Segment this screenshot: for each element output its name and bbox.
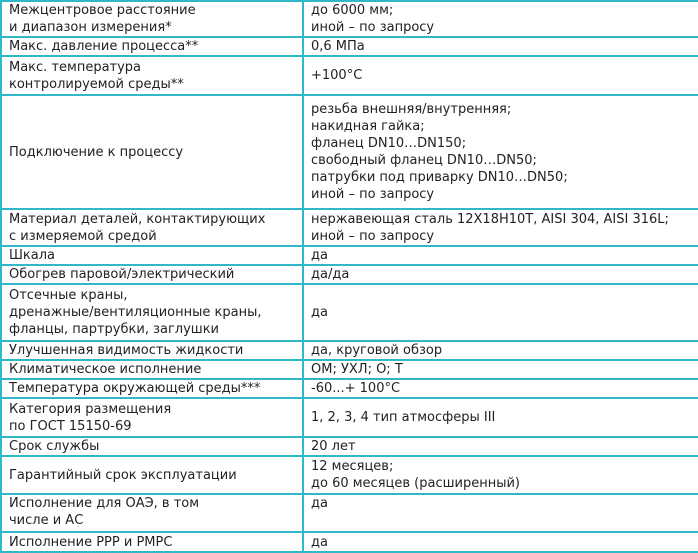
value-text: 12 месяцев; [311, 459, 394, 474]
table-row [1, 265, 698, 284]
value-text: накидная гайка; [311, 119, 425, 134]
table-row [1, 456, 698, 494]
value-text: до 6000 мм; [311, 3, 394, 18]
value-text: нержавеющая сталь 12Х18Н10Т, AISI 304, AISI 316L; [311, 211, 669, 227]
table-row [1, 437, 698, 456]
value-text: да [311, 248, 328, 263]
value-cell [303, 265, 698, 284]
value-text: 0,6 МПа [311, 39, 365, 54]
value-cell [303, 437, 698, 456]
value-cell [303, 37, 698, 56]
param-text: и диапазон измерения* [9, 20, 172, 35]
param-text: дренажные/вентиляционные краны, [9, 305, 262, 320]
value-text: 20 лет [311, 439, 356, 454]
param-text: Срок службы [9, 439, 100, 454]
value-text: ОМ; УХЛ; О; Т [311, 362, 403, 377]
param-text: с измеряемой средой [9, 228, 157, 244]
param-cell [1, 284, 303, 341]
value-text: свободный фланец DN10…DN50; [311, 153, 537, 168]
param-text: контролируемой среды** [9, 76, 184, 92]
value-text: да [311, 534, 328, 550]
param-text: Макс. давление процесса** [9, 39, 199, 54]
param-cell [1, 494, 303, 532]
param-text: Исполнение РРР и РМРС [9, 534, 173, 550]
param-text: по ГОСТ 15150-69 [9, 418, 132, 434]
value-cell [303, 532, 698, 552]
table-row [1, 56, 698, 95]
value-cell [303, 360, 698, 379]
value-cell [303, 1, 698, 37]
table-row [1, 209, 698, 246]
value-cell [303, 398, 698, 437]
table-row [1, 494, 698, 532]
param-cell [1, 246, 303, 265]
value-cell [303, 246, 698, 265]
value-cell [303, 341, 698, 360]
param-cell [1, 265, 303, 284]
value-text: -60...+ 100°С [311, 381, 401, 396]
value-cell [303, 95, 698, 209]
value-text: до 60 месяцев (расширенный) [311, 476, 520, 491]
param-text: Гарантийный срок эксплуатации [9, 467, 237, 483]
table-row [1, 246, 698, 265]
param-text: Макс. температура [9, 59, 142, 75]
value-text: да [311, 496, 328, 511]
param-cell [1, 56, 303, 95]
value-text: фланец DN10…DN150; [311, 136, 467, 151]
table-row [1, 284, 698, 341]
table-row [1, 398, 698, 437]
value-text: патрубки под приварку DN10…DN50; [311, 170, 568, 185]
param-cell [1, 209, 303, 246]
param-text: Подключение к процессу [9, 144, 184, 160]
param-text: Отсечные краны, [9, 288, 128, 303]
value-text: да/да [311, 267, 350, 282]
value-text: иной – по запросу [311, 20, 435, 35]
value-text: 1, 2, 3, 4 тип атмосферы III [311, 410, 496, 425]
param-cell [1, 360, 303, 379]
param-cell [1, 341, 303, 360]
table-row [1, 360, 698, 379]
table-row [1, 379, 698, 398]
param-text: Исполнение для ОАЭ, в том [9, 496, 200, 511]
table-row [1, 341, 698, 360]
param-cell [1, 95, 303, 209]
param-text: Климатическое исполнение [9, 362, 202, 377]
value-cell [303, 209, 698, 246]
table-row [1, 1, 698, 37]
param-text: Материал деталей, контактирующих [9, 211, 266, 227]
value-cell [303, 284, 698, 341]
param-text: Категория размещения [9, 401, 172, 417]
param-cell [1, 456, 303, 494]
param-cell [1, 437, 303, 456]
value-text: да [311, 305, 328, 320]
param-cell [1, 1, 303, 37]
param-text: Шкала [9, 248, 55, 263]
param-text: Температура окружающей среды*** [9, 381, 261, 396]
param-text: Обогрев паровой/электрический [9, 267, 235, 282]
value-text: иной – по запросу [311, 228, 435, 244]
table-row [1, 532, 698, 552]
value-text: +100°C [311, 68, 363, 83]
value-cell [303, 456, 698, 494]
param-cell [1, 379, 303, 398]
param-cell [1, 532, 303, 552]
value-text: резьба внешняя/внутренняя; [311, 102, 512, 117]
table-row [1, 37, 698, 56]
value-text: да, круговой обзор [311, 343, 443, 358]
table-row [1, 95, 698, 209]
value-cell [303, 494, 698, 532]
param-text: Межцентровое расстояние [9, 3, 196, 18]
value-text: иной – по запросу [311, 187, 435, 202]
param-text: Улучшенная видимость жидкости [9, 343, 244, 358]
value-cell [303, 56, 698, 95]
param-text: фланцы, партрубки, заглушки [9, 322, 219, 337]
value-cell [303, 379, 698, 398]
param-cell [1, 398, 303, 437]
param-cell [1, 37, 303, 56]
param-text: числе и АС [9, 513, 84, 528]
